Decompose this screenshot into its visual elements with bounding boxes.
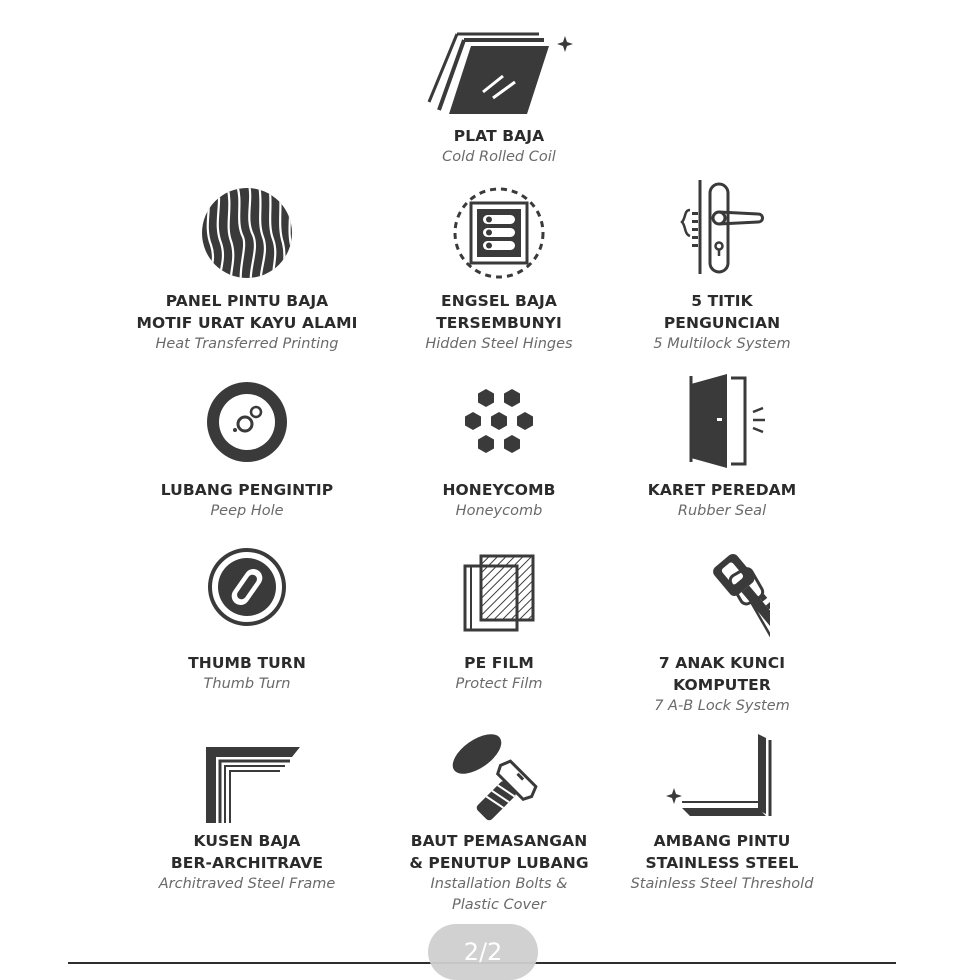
feature-plat-baja [349, 30, 649, 175]
feature-subtitle: Honeycomb [455, 503, 543, 519]
peep-hole-icon [205, 380, 289, 464]
feature-title: AMBANG PINTU [653, 832, 791, 850]
feature-rubber-seal [572, 372, 872, 525]
feature-subtitle: Thumb Turn [203, 676, 291, 692]
feature-title: 7 ANAK KUNCI [658, 654, 786, 672]
feature-subtitle: Stainless Steel Threshold [630, 876, 814, 892]
feature-title: PE FILM [464, 654, 534, 672]
feature-subtitle: 7 A-B Lock System [654, 698, 790, 714]
feature-keys [572, 550, 872, 720]
pe-film-icon [459, 552, 539, 632]
feature-title: MOTIF URAT KAYU ALAMI [136, 314, 358, 332]
hinge-icon [451, 185, 547, 281]
honeycomb-icon [457, 385, 541, 465]
feature-title: BER-ARCHITRAVE [170, 854, 324, 872]
feature-title: HONEYCOMB [442, 481, 556, 499]
door-handle-icon [672, 178, 772, 278]
bolt-icon [449, 728, 549, 824]
feature-title: KUSEN BAJA [193, 832, 301, 850]
feature-title: KOMPUTER [673, 676, 771, 694]
rubber-seal-icon [677, 372, 767, 468]
keys-icon [674, 550, 770, 638]
feature-subtitle: 5 Multilock System [653, 336, 791, 352]
feature-subtitle: Rubber Seal [677, 503, 767, 519]
feature-subtitle: Architraved Steel Frame [158, 876, 336, 892]
feature-title: PLAT BAJA [453, 127, 545, 145]
thumb-turn-icon [207, 547, 287, 627]
feature-subtitle: Heat Transferred Printing [155, 336, 339, 352]
feature-title: TERSEMBUNYI [436, 314, 562, 332]
feature-subtitle: Cold Rolled Coil [442, 149, 556, 165]
feature-title: & PENUTUP LUBANG [409, 854, 589, 872]
feature-subtitle: Hidden Steel Hinges [425, 336, 573, 352]
wood-grain-icon [199, 185, 295, 281]
feature-multilock [572, 178, 872, 360]
feature-title: BAUT PEMASANGAN [410, 832, 588, 850]
feature-title: LUBANG PENGINTIP [160, 481, 334, 499]
feature-title: KARET PEREDAM [647, 481, 797, 499]
feature-subtitle: Plastic Cover [452, 897, 546, 913]
feature-title: THUMB TURN [188, 654, 306, 672]
feature-subtitle: Peep Hole [210, 503, 284, 519]
page-indicator: 2/2 [428, 924, 538, 980]
feature-title: ENGSEL BAJA [441, 292, 557, 310]
threshold-icon [662, 732, 782, 822]
frame-icon [192, 745, 302, 825]
feature-subtitle: Protect Film [455, 676, 543, 692]
feature-title: PENGUNCIAN [663, 314, 781, 332]
feature-subtitle: Installation Bolts & [430, 876, 568, 892]
steel-plate-icon [419, 30, 579, 120]
feature-title: STAINLESS STEEL [645, 854, 799, 872]
feature-title: PANEL PINTU BAJA [165, 292, 329, 310]
feature-threshold [572, 732, 872, 902]
feature-title: 5 TITIK [691, 292, 753, 310]
